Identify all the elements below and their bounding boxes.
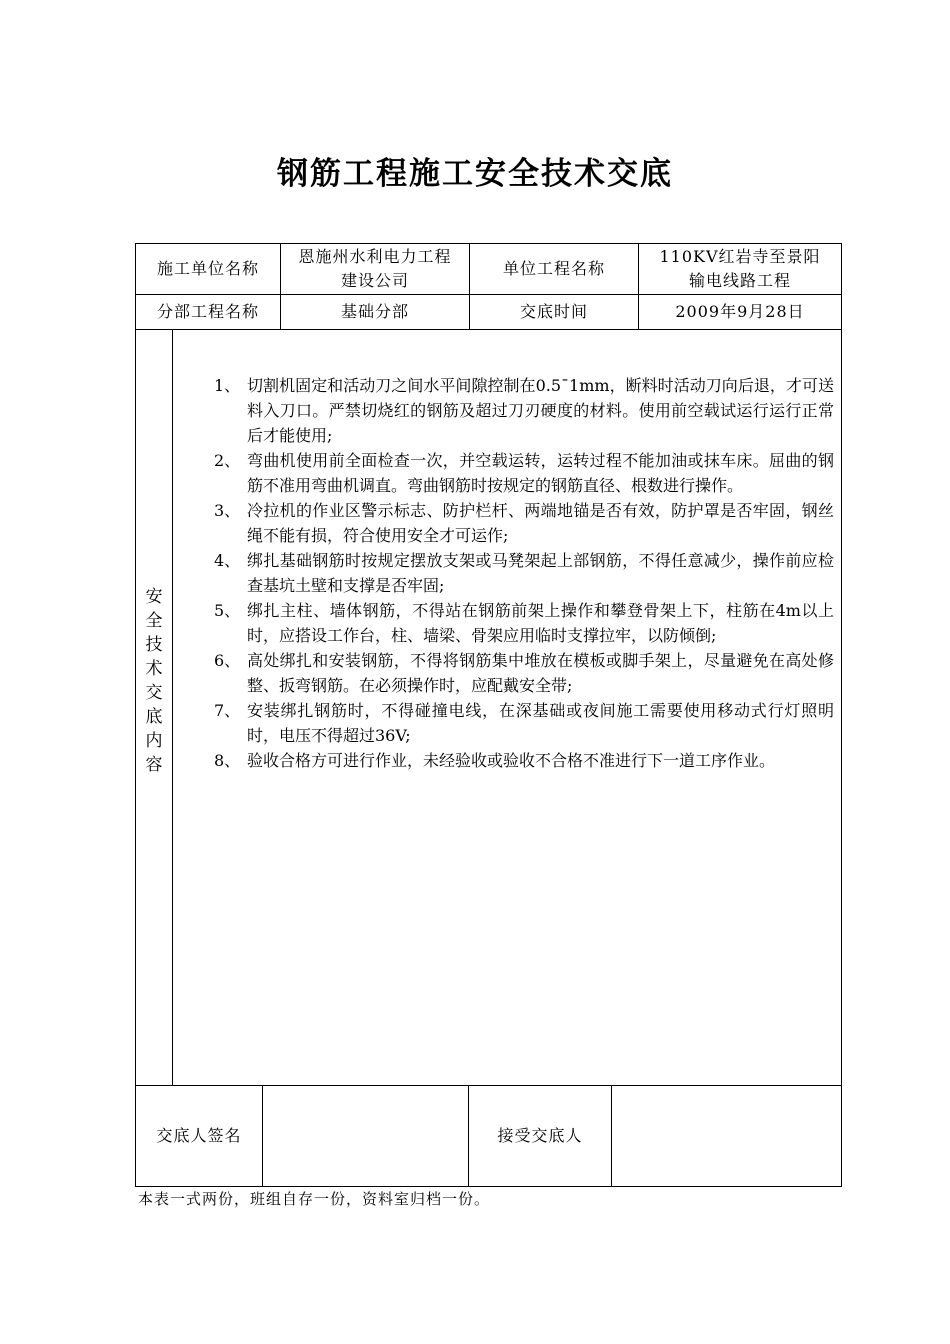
safety-item (214, 498, 834, 548)
subproject-label: 分部工程名称 (156, 302, 259, 321)
safety-item (214, 548, 834, 598)
safety-item-text: 冷拉机的作业区警示标志、防护栏杆、两端地锚是否有效，防护罩是否牢固，钢丝绳不能有损，符合使用安全才可运作; (247, 501, 834, 545)
content-label-char: 术 (145, 659, 163, 679)
safety-items-list (214, 373, 834, 773)
safety-item-text: 弯曲机使用前全面检查一次，并空载运转，运转过程不能加油或抹车床。屈曲的钢筋不准用弯曲机调直。弯曲钢筋时按规定的钢筋直径、根数进行操作。 (247, 451, 834, 495)
safety-item-number: 6、 (214, 651, 241, 670)
safety-item-number: 1、 (214, 376, 241, 395)
safety-item-number: 4、 (214, 551, 241, 570)
safety-item-text: 切割机固定和活动刀之间水平间隙控制在0.5¯1mm，断料时活动刀向后退，才可送料入刀口。严禁切烧红的钢筋及超过刀刃硬度的材料。使用前空载试运行运行正常后才能使用; (247, 376, 834, 445)
safety-item-text: 绑扎基础钢筋时按规定摆放支架或马凳架起上部钢筋，不得任意减少，操作前应检查基坑土壁和支撑是否牢固; (247, 551, 834, 595)
content-label-char: 安 (145, 587, 163, 607)
content-label-char: 交 (145, 683, 163, 703)
safety-item (214, 598, 834, 648)
safety-item-number: 8、 (214, 751, 241, 770)
safety-item-text: 绑扎主柱、墙体钢筋，不得站在钢筋前架上操作和攀登骨架上下，柱筋在4m以上时，应搭设工作台，柱、墙梁、骨架应用临时支撑拉牢，以防倾倒; (247, 601, 834, 645)
safety-item (214, 373, 834, 448)
safety-item-number: 5、 (214, 601, 241, 620)
safety-item-number: 2、 (214, 451, 241, 470)
discloser-signature-label: 交底人签名 (156, 1126, 242, 1145)
content-label-char: 底 (145, 707, 163, 727)
safety-item-number: 3、 (214, 501, 241, 520)
project-name-value: 110KV红岩寺至景阳输电线路工程 (659, 247, 821, 290)
receiver-label: 接受交底人 (497, 1126, 583, 1145)
content-label-char: 技 (145, 635, 163, 655)
safety-item-text: 安装绑扎钢筋时，不得碰撞电线，在深基础或夜间施工需要使用移动式行灯照明时，电压不得超过36V; (247, 701, 834, 745)
date-value: 2009年9月28日 (675, 302, 805, 321)
construction-unit-label: 施工单位名称 (156, 259, 259, 278)
discloser-signature-field[interactable] (263, 1086, 468, 1186)
safety-item (214, 448, 834, 498)
content-label-char: 容 (145, 755, 163, 775)
content-label-char: 全 (145, 611, 163, 631)
safety-item-number: 7、 (214, 701, 241, 720)
safety-item (214, 748, 834, 773)
safety-item (214, 698, 834, 748)
safety-item-text: 高处绑扎和安装钢筋，不得将钢筋集中堆放在模板或脚手架上，尽量避免在高处修整、扳弯钢筋。在必须操作时，应配戴安全带; (247, 651, 834, 695)
content-label-char: 内 (145, 731, 163, 751)
footnote: 本表一式两份，班组自存一份，资料室归档一份。 (138, 1190, 491, 1208)
safety-item-text: 验收合格方可进行作业，未经验收或验收不合格不准进行下一道工序作业。 (247, 751, 776, 770)
construction-unit-value: 恩施州水利电力工程建设公司 (298, 247, 452, 290)
receiver-signature-field[interactable] (612, 1086, 841, 1186)
page-title: 钢筋工程施工安全技术交底 (277, 156, 673, 192)
project-name-label: 单位工程名称 (502, 259, 605, 278)
date-label: 交底时间 (519, 302, 588, 321)
content-section-label (136, 585, 172, 777)
subproject-value: 基础分部 (340, 302, 409, 321)
safety-item (214, 648, 834, 698)
